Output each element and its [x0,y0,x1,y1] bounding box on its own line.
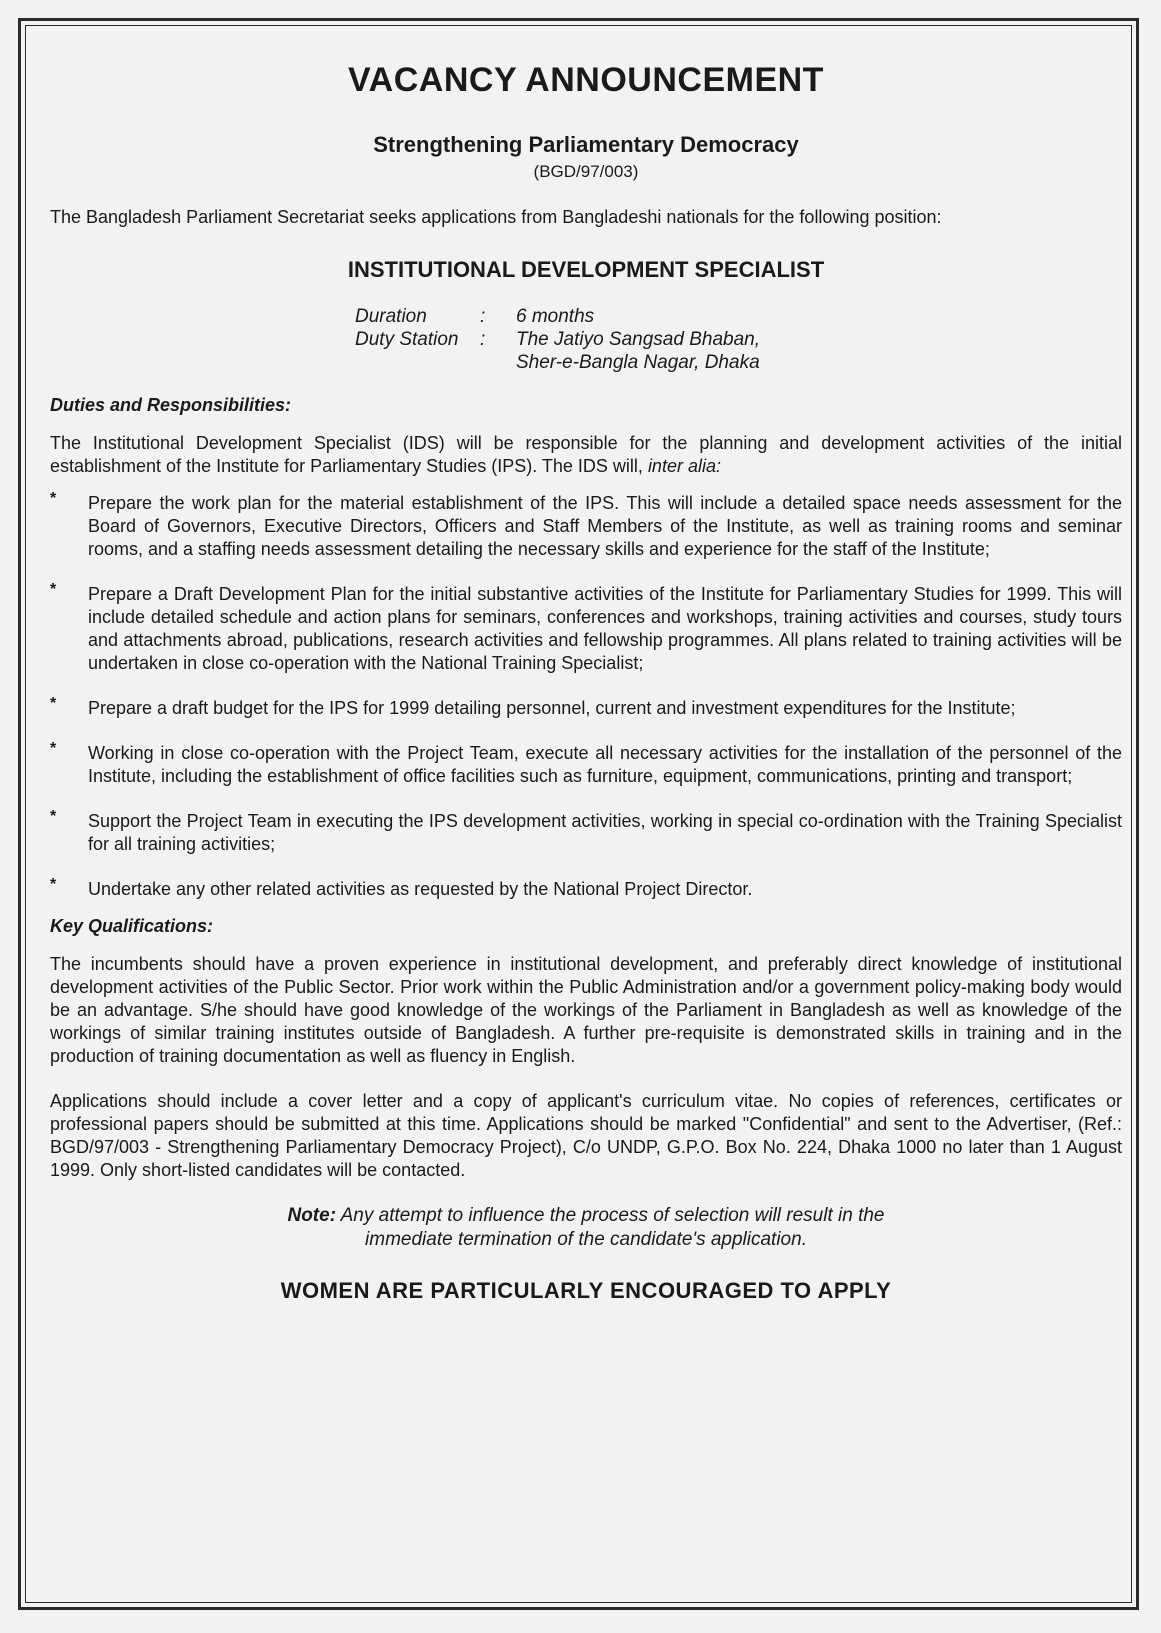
duty-station-row [355,328,1122,374]
bullet-marker: * [50,808,57,825]
closing-statement: WOMEN ARE PARTICULARLY ENCOURAGED TO APPLY [280,1278,892,1303]
duty-text: Prepare the work plan for the material establishment of the IPS. This will include a detailed space needs assessment for the Board of Governors, Executive Directors, Officers and Staff Members of the Institute, as well as training rooms and seminar rooms, and a staffing needs assessment detailing the necessary skills and experience for the staff of the Institute; [88,493,1122,559]
duty-text: Prepare a Draft Development Plan for the initial substantive activities of the Institute for Parliamentary Studies for 1999. This will include detailed schedule and action plans for seminars, conferences and workshops, training activities and courses, study tours and attachments abroad, publications, research activities and fellowship programmes. All plans related to training activities will be undertaken in close co-operation with the National Training Specialist; [88,584,1122,673]
duties-intro [50,432,1122,478]
note-line1: Any attempt to influence the process of selection will result in the [340,1205,885,1226]
project-reference: (BGD/97/003) [533,162,639,181]
position-title: INSTITUTIONAL DEVELOPMENT SPECIALIST [347,257,825,282]
duty-station-line1: The Jatiyo Sangsad Bhaban, [516,329,761,350]
duties-list [50,492,1122,901]
bullet-marker: * [50,581,57,598]
project-name: Strengthening Parliamentary Democracy [373,132,799,157]
list-item [50,878,1122,901]
list-item [50,492,1122,561]
duty-text: Support the Project Team in executing the IPS development activities, working in special co-ordination with the Training Specialist for all training activities; [88,811,1122,854]
duration-label: Duration [355,306,427,327]
page-title: VACANCY ANNOUNCEMENT [348,61,824,99]
duty-station-separator: : [480,329,486,350]
announcement-body [50,60,1122,1304]
qualifications-heading: Key Qualifications: [50,916,214,936]
duty-text: Working in close co-operation with the Project Team, execute all necessary activities for the installation of the personnel of the Institute, including the establishment of office facilities such as furniture, equipment, communications, printing and transport; [88,743,1122,786]
list-item [50,583,1122,675]
bullet-marker: * [50,490,57,507]
note-label: Note: [287,1205,337,1226]
intro-paragraph: The Bangladesh Parliament Secretariat seeks applications from Bangladeshi nationals for the following position: [50,207,942,227]
note-line2: immediate termination of the candidate's application. [365,1229,807,1250]
duration-value: 6 months [516,306,595,327]
duties-heading: Duties and Responsibilities: [50,395,292,415]
list-item [50,697,1122,720]
note-block [50,1204,1122,1252]
duty-station-label: Duty Station [355,329,459,350]
bullet-marker: * [50,876,57,893]
bullet-marker: * [50,695,57,712]
duties-intro-text: The Institutional Development Specialist (IDS) will be responsible for the planning and development activities of the initial establishment of the Institute for Parliamentary Studies (IPS). The IDS will, [50,433,1122,476]
qualifications-paragraph: The incumbents should have a proven experience in institutional development, and preferably direct knowledge of institutional development activities of the Public Sector. Prior work within the Public Administration and/or a government policy-making body would be an advantage. S/he should have good knowledge of the workings of the Parliament in Bangladesh as well as knowledge of the workings of similar training institutes outside of Bangladesh. A further pre-requisite is demonstrated skills in training and in the production of training documentation as well as fluency in English. [50,954,1122,1066]
duty-station-value [516,328,760,374]
duties-intro-emphasis: inter alia: [647,456,721,476]
list-item [50,742,1122,788]
duty-text: Prepare a draft budget for the IPS for 1999 detailing personnel, current and investment expenditures for the Institute; [88,698,1016,718]
duty-text: Undertake any other related activities as requested by the National Project Director. [88,879,753,899]
duration-row [355,305,1122,328]
position-details [355,305,1122,374]
bullet-marker: * [50,740,57,757]
list-item [50,810,1122,856]
duration-separator: : [480,306,486,327]
duty-station-line2: Sher-e-Bangla Nagar, Dhaka [516,352,760,373]
application-paragraph: Applications should include a cover letter and a copy of applicant's curriculum vitae. No copies of references, certificates or professional papers should be submitted at this time. Applications should be marked "Confidential" and sent to the Advertiser, (Ref.: BGD/97/003 - Strengthening Parliamentary Democracy Project), C/o UNDP, G.P.O. Box No. 224, Dhaka 1000 no later than 1 August 1999. Only short-listed candidates will be contacted. [50,1091,1122,1180]
